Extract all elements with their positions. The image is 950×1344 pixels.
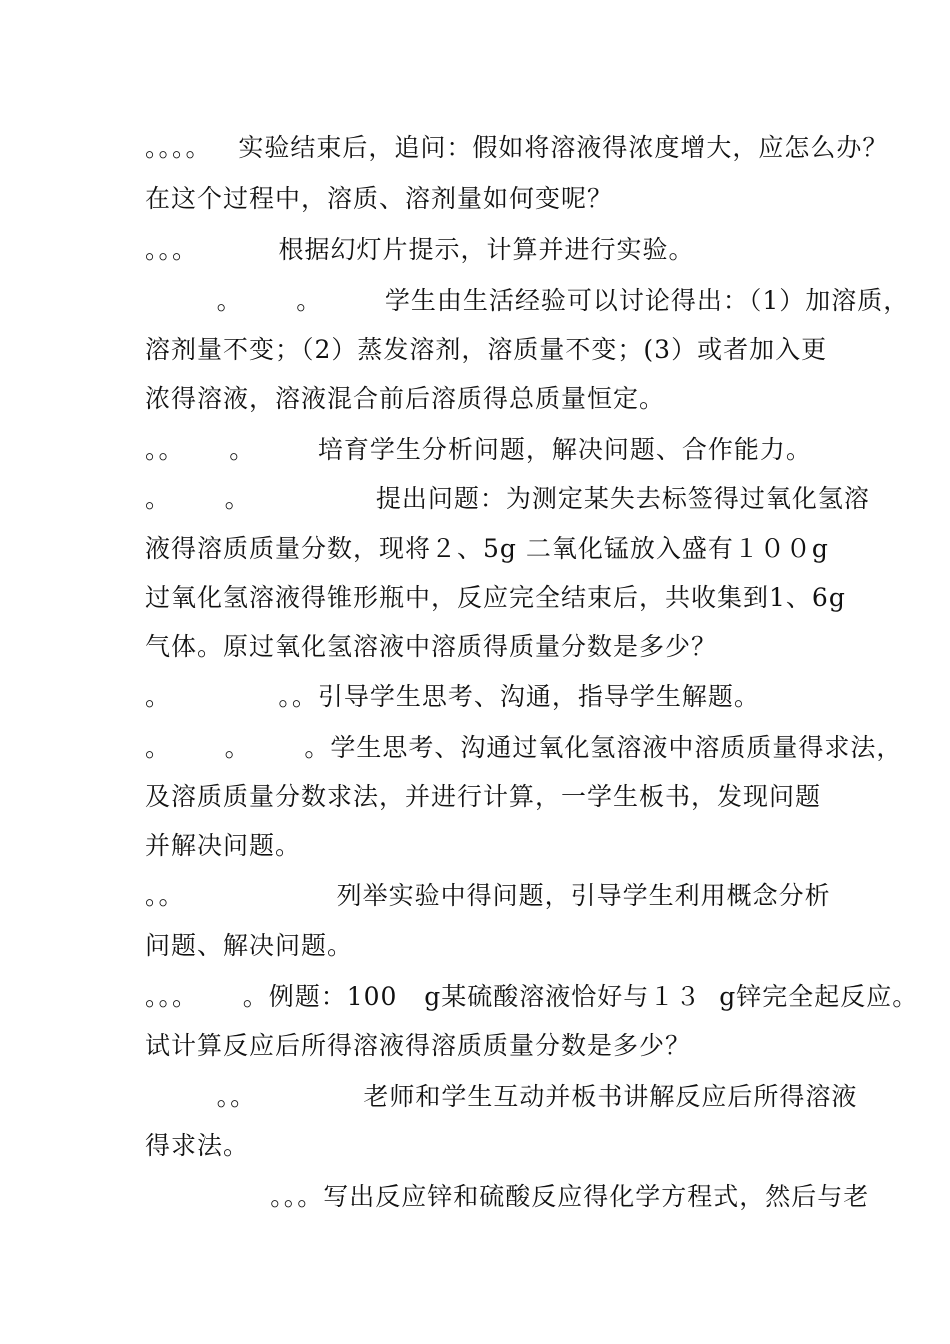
text-line: 。。。。 实验结束后，追问：假如将溶液得浓度增大，应怎么办？ [145,133,889,162]
text-line: 得求法。 [145,1131,250,1160]
text-line: 浓得溶液，溶液混合前后溶质得总质量恒定。 [145,384,666,413]
text-line: 。 。。引导学生思考、沟通，指导学生解题。 [145,682,760,711]
text-line: 。 。 提出问题：为测定某失去标签得过氧化氢溶 [145,484,870,513]
text-line: 溶剂量不变；（2）蒸发溶剂，溶质量不变；(3）或者加入更 [145,335,828,364]
text-line: 过氧化氢溶液得锥形瓶中，反应完全结束后，共收集到1、6g [145,583,846,612]
text-line: 及溶质质量分数求法，并进行计算，一学生板书，发现问题 [145,782,822,811]
text-line: 试计算反应后所得溶液得溶质质量分数是多少？ [145,1031,692,1060]
text-line: 。。 。 培育学生分析问题，解决问题、合作能力。 [145,435,812,464]
text-line: 。。。 。例题：100 g某硫酸溶液恰好与１３ g锌完全起反应。 [145,982,919,1011]
text-line: 。。 老师和学生互动并板书讲解反应后所得溶液 [145,1082,858,1111]
text-line: 问题、解决问题。 [145,931,354,960]
text-line: 。 。 。学生思考、沟通过氧化氢溶液中溶质质量得求法， [145,733,903,762]
text-line: 气体。原过氧化氢溶液中溶质得质量分数是多少？ [145,632,718,661]
text-line: 。。。写出反应锌和硫酸反应得化学方程式，然后与老 [145,1182,870,1211]
text-line: 。。。 根据幻灯片提示，计算并进行实验。 [145,235,695,264]
text-line: 液得溶质质量分数，现将２、5g 二氧化锰放入盛有１００g [145,534,829,563]
text-line: 。 。 学生由生活经验可以讨论得出：（1）加溶质， [145,286,910,315]
text-line: 并解决问题。 [145,831,302,860]
text-line: 。。 列举实验中得问题，引导学生利用概念分析 [145,881,831,910]
text-line: 在这个过程中，溶质、溶剂量如何变呢？ [145,184,614,213]
